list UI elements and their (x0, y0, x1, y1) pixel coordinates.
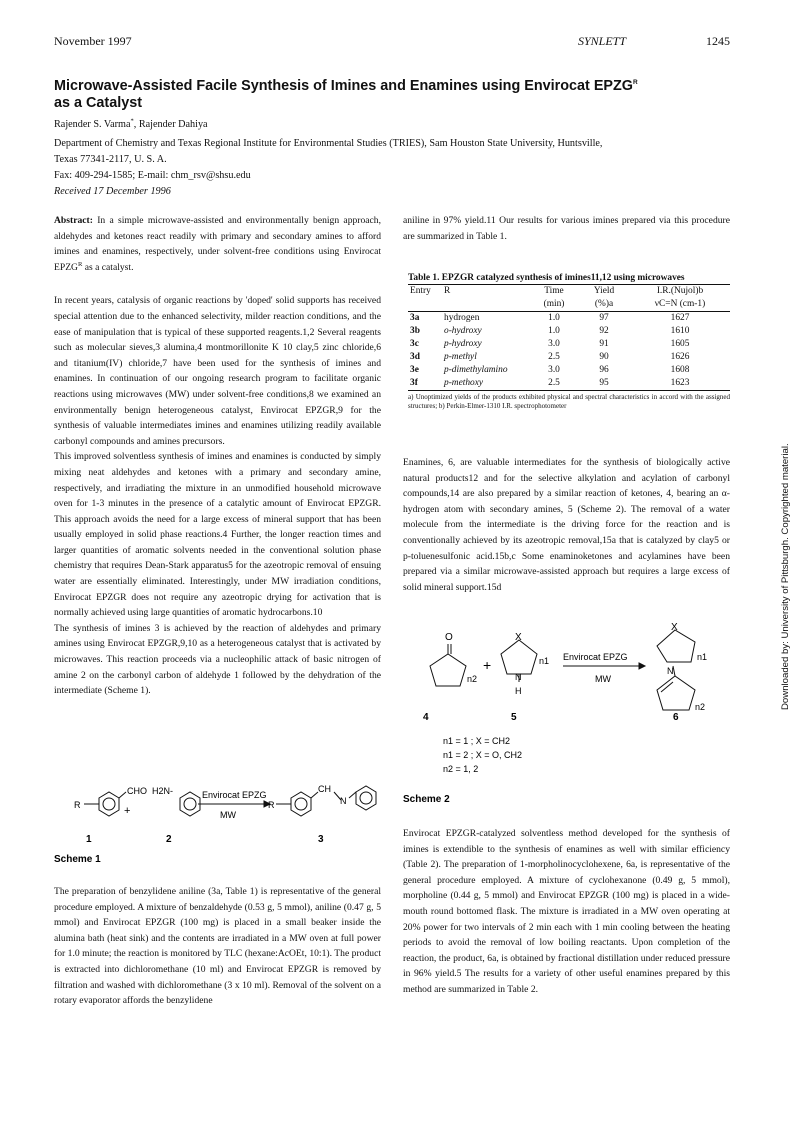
right-column-bottom (403, 826, 730, 998)
cell-time: 2.5 (548, 378, 560, 388)
title-line-1: Microwave-Assisted Facile Synthesis of Imines and Enamines using Envirocat EPZG (54, 78, 633, 94)
scheme2-condition: MW (595, 674, 611, 684)
paper-title (54, 78, 734, 112)
cell-ir: 1605 (670, 339, 690, 349)
header-yield: Yield (593, 286, 615, 296)
compound-3-label: 3 (318, 834, 324, 845)
cell-r: p-methoxy (444, 378, 484, 388)
subheader-entry (408, 298, 442, 312)
cell-time: 3.0 (548, 339, 560, 349)
download-notice-text: Downloaded by: University of Pittsburgh. Copyrighted material. (780, 443, 791, 710)
compound-6-label: 6 (673, 712, 679, 723)
scheme-2-label: Scheme 2 (403, 794, 450, 805)
author-2: , Rajender Dahiya (133, 119, 208, 130)
scheme1-condition: MW (220, 810, 236, 820)
right-column-top (403, 213, 730, 244)
cell-entry: 3b (410, 326, 420, 336)
scheme1-r-1: R (74, 800, 81, 810)
header-date: November 1997 (54, 34, 132, 48)
cell-time: 1.0 (548, 326, 560, 336)
scheme-1-label: Scheme 1 (54, 854, 101, 865)
amine-ring (501, 640, 537, 674)
compound-1-label: 1 (86, 834, 92, 845)
table-row (408, 338, 730, 351)
cell-r: p-methyl (444, 352, 477, 362)
cell-r: hydrogen (444, 313, 480, 323)
cell-yield: 96 (599, 365, 609, 375)
abstract-text: In a simple microwave-assisted and environmentally benign approach, aldehydes and ketones react readily with primary and secondary amines to afford imines and enamines, respectively, under solvent-free conditions using Envirocat EPZG (54, 215, 381, 273)
scheme1-plus: + (124, 805, 131, 817)
cell-time: 1.0 (548, 313, 560, 323)
table-1-footnote: a) Unoptimized yields of the products exhibited physical and spectral characteristics in accord with the assigned structures; b) Perkin-Elmer-1310 I.R. spectrophotometer (408, 393, 730, 410)
scheme1-cho: CHO (127, 786, 147, 796)
cell-entry: 3c (410, 339, 419, 349)
cell-r: o-hydroxy (444, 326, 482, 336)
cell-ir: 1626 (670, 352, 690, 362)
compound-5-label: 5 (511, 712, 517, 723)
scheme2-plus: + (483, 657, 492, 673)
table-1-caption: Table 1. EPZGR catalyzed synthesis of imines11,12 using microwaves (408, 273, 685, 283)
cell-entry: 3e (410, 365, 419, 375)
cell-yield: 97 (599, 313, 609, 323)
title-line-2: as a Catalyst (54, 95, 142, 111)
header-time: Time (544, 286, 564, 296)
scheme2-reagent: Envirocat EPZG (563, 652, 628, 662)
table-1 (408, 273, 730, 411)
table-subheader-row (408, 298, 730, 312)
benzene-ring-3 (291, 792, 311, 816)
aromatic-circle-3 (295, 798, 307, 810)
scheme-1-figure (54, 778, 384, 870)
header-page: 1245 (706, 34, 730, 48)
cell-yield: 91 (599, 339, 609, 349)
abstract-label: Abstract: (54, 215, 93, 226)
cell-ir: 1627 (670, 313, 690, 323)
scheme2-x-product: X (671, 622, 678, 633)
affiliation-line-2: Texas 77341-2117, U. S. A. (54, 154, 167, 165)
cell-time: 3.0 (548, 365, 560, 375)
header-entry: Entry (410, 286, 431, 296)
scheme2-n: N (515, 672, 522, 682)
subheader-yield: (%)a (594, 299, 614, 309)
scheme2-n2-left: n2 (467, 674, 478, 684)
subheader-ir: νC=N (cm-1) (654, 299, 706, 309)
cell-r: p-hydroxy (444, 339, 482, 349)
cell-yield: 92 (599, 326, 609, 336)
product-cyclopentene-ring (657, 676, 695, 710)
cyclopentanone-ring (430, 654, 466, 686)
enamine-procedure-paragraph: Envirocat EPZGR-catalyzed solventless method developed for the synthesis of imines is extendible to the synthesis of enamines as well with similar efficiency (Table 2). The preparation of 1-morpholinocyclohexene, 6a, is representative of the general procedure employed. A mixture of cyclohexanone (0.49 g, 5 mmol), morpholine (0.44 g, 5 mmol) and Envirocat EPZGR (100 mg) is placed in a wide-mouth round bottomed flask. The mixture is irradiated in a MW oven operating at 20% power for two intervals of 2 min each with 1 min cooling between the heating periods to avoid the removal of low boiling reactants. Upon completion of the reaction, the product, 6a, is obtained by fractional distillation under reduced pressure in 96% yield.5 The results for a variety of other useful enamines prepared by this method are summarized in Table 2. (403, 828, 730, 995)
table-row (408, 351, 730, 364)
imine-results-paragraph: aniline in 97% yield.11 Our results for various imines prepared via this procedure are summarized in Table 1. (403, 215, 730, 242)
left-column (54, 213, 381, 699)
scheme1-h2n: H2N- (152, 786, 174, 796)
abstract-sup: R (77, 260, 83, 268)
author-1: Rajender S. Varma (54, 119, 131, 130)
title-sup: R (633, 79, 638, 87)
scheme2-condition-2: n1 = 2 ; X = O, CH2 (443, 750, 523, 760)
table-row (408, 364, 730, 377)
cell-yield: 95 (599, 378, 609, 388)
table-row (408, 377, 730, 391)
affiliation-line-1: Department of Chemistry and Texas Regional Institute for Environmental Studies (TRIES), Sam Houston State University, Huntsville, (54, 138, 603, 149)
benzene-ring-4 (356, 786, 376, 810)
procedure-paragraph: This improved solventless synthesis of imines and enamines is conducted by simply mixing neat aldehydes and ketones with a primary and secondary amine, respectively, and irradiating the mixture in an unmodified household microwave oven for 1-3 minutes in the presence of a catalytic amount of Envirocat EPZGR. This approach avoids the need for a large excess of mineral support that has been usually employed in solid phase reactions.4 Further, the longer reaction times and larger quantities of aromatic solvents needed in the conventional solution phase chemistry that requires Dean-Stark apparatus5 for the azeotropic removal of ensuing water are essentially eliminated. Interestingly, under MW irradiation conditions, Envirocat EPZGR does not require any azeotropic drying for activation that is normally achieved using large quantities of aromatic hydrocarbons.10 (54, 451, 381, 619)
enamine-paragraph: Enamines, 6, are valuable intermediates for the synthesis of biologically active natural products12 and for the selective alkylation and acylation of carbonyl compounds,14 are also prepared by a similar reaction of ketones, 4, bearing an α-hydrogen atom with secondary amines, 5 (Scheme 2). The removal of a water molecule from the intermediate is the driving force for the reaction and is conventionally achieved by its azeotropic removal,15a that is catalyzed by clay5 or p-toluenesulfonic acid.15b,c Some enaminoketones and acylamines have been prepared via a similar microwave-assisted approach but requires a large excess of solid mineral support.15d (403, 457, 730, 593)
compound-2-label: 2 (166, 834, 172, 845)
cell-entry: 3a (410, 313, 420, 323)
scheme1-r-2: R (268, 800, 275, 810)
author-star: * (130, 117, 134, 125)
download-notice (778, 420, 793, 720)
scheme2-n2-product: n2 (695, 702, 706, 712)
table-row (408, 325, 730, 338)
imine-paragraph: The synthesis of imines 3 is achieved by the reaction of aldehydes and primary amines using Envirocat EPZGR,9,10 as a heterogeneous catalyst that is activated by microwaves. This reaction proceeds via a nucleophilic attack of basic nitrogen of amine 2 on the carbonyl carbon of aldehyde 1 followed by the dehydration of the intermediate (Scheme 1). (54, 622, 381, 697)
authors (54, 117, 208, 133)
benzylidene-paragraph: The preparation of benzylidene aniline (3a, Table 1) is representative of the general procedure employed. A mixture of benzaldehyde (0.53 g, 5 mmol), aniline (0.47 g, 5 mmol) and Envirocat EPZGR (100 mg) is placed in a small beaker inside the alumina bath (heat sink) and the contents are irradiated in a MW oven at full power for 1.0 minute; the reaction is monitored by TLC (hexane:AcOEt, 10:1). The product is extracted into dichloromethane (10 ml) and Envirocat EPZGR is removed by filtration and washed with dichloromethane (3 x 10 ml). Removal of the solvent on a rotary evaporator affords the benzylidene (54, 886, 381, 1007)
table-row (408, 312, 730, 326)
scheme2-condition-1: n1 = 1 ; X = CH2 (443, 736, 511, 746)
scheme2-n-product: N (667, 666, 674, 676)
aromatic-circle-2 (184, 798, 196, 810)
cell-entry: 3f (410, 378, 418, 388)
abstract-end: as a catalyst. (82, 261, 134, 273)
header-ir: I.R.(Nujol)b (656, 286, 704, 296)
benzene-ring-1 (99, 792, 119, 816)
header-r: R (444, 286, 451, 296)
intro-paragraph: In recent years, catalysis of organic reactions by 'doped' solid supports has received special attention due to the enhanced selectivity, milder reaction conditions, and the ease of manipulation that is typical of these supported reagents.1,2 Several reagents such as molecular sieves,3 alumina,4 montmorillonite K 10 clay,5 zinc chloride,6 and titanium(IV) chloride,7 have been used for the synthesis of imines and enamines. In continuation of our ongoing research program to facilitate organic reactions using microwaves (MW) under solvent-free conditions,8 we examined an environmentally benign heterogeneous catalyst, Envirocat EPZGR,9 for the synthesis of valuable intermediates imines and enamines utilizing readily available carbonyl compounds and amines precursors. (54, 295, 381, 447)
scheme2-h: H (515, 686, 522, 696)
scheme2-n1-product: n1 (697, 652, 708, 662)
scheme2-x: X (515, 632, 522, 643)
compound-4-label: 4 (423, 712, 429, 723)
subheader-time: (min) (543, 299, 565, 309)
scheme-2-figure (403, 610, 733, 810)
right-column-middle (403, 455, 730, 595)
scheme1-n: N (340, 796, 347, 806)
cell-entry: 3d (410, 352, 420, 362)
left-column-bottom (54, 884, 381, 1009)
scheme1-ch: CH (318, 784, 331, 794)
scheme2-oxygen: O (445, 632, 453, 643)
aromatic-circle-4 (360, 792, 372, 804)
cell-yield: 90 (599, 352, 609, 362)
abstract (54, 213, 381, 275)
cell-ir: 1623 (670, 378, 690, 388)
cell-time: 2.5 (548, 352, 560, 362)
scheme2-n1: n1 (539, 656, 550, 666)
header-journal: SYNLETT (578, 34, 627, 48)
cell-r: p-dimethylamino (444, 365, 508, 375)
contact-line: Fax: 409-294-1585; E-mail: chm_rsv@shsu.edu (54, 170, 251, 181)
scheme1-reagent: Envirocat EPZG (202, 790, 267, 800)
cell-ir: 1608 (670, 365, 690, 375)
table-1-grid (408, 285, 730, 391)
scheme2-condition-3: n2 = 1, 2 (443, 764, 479, 774)
aromatic-circle-1 (103, 798, 115, 810)
received-date: Received 17 December 1996 (54, 186, 171, 197)
table-header-row (408, 285, 730, 298)
cell-ir: 1610 (670, 326, 690, 336)
subheader-r (442, 298, 530, 312)
product-amine-ring (657, 630, 695, 662)
benzene-ring-2 (180, 792, 200, 816)
